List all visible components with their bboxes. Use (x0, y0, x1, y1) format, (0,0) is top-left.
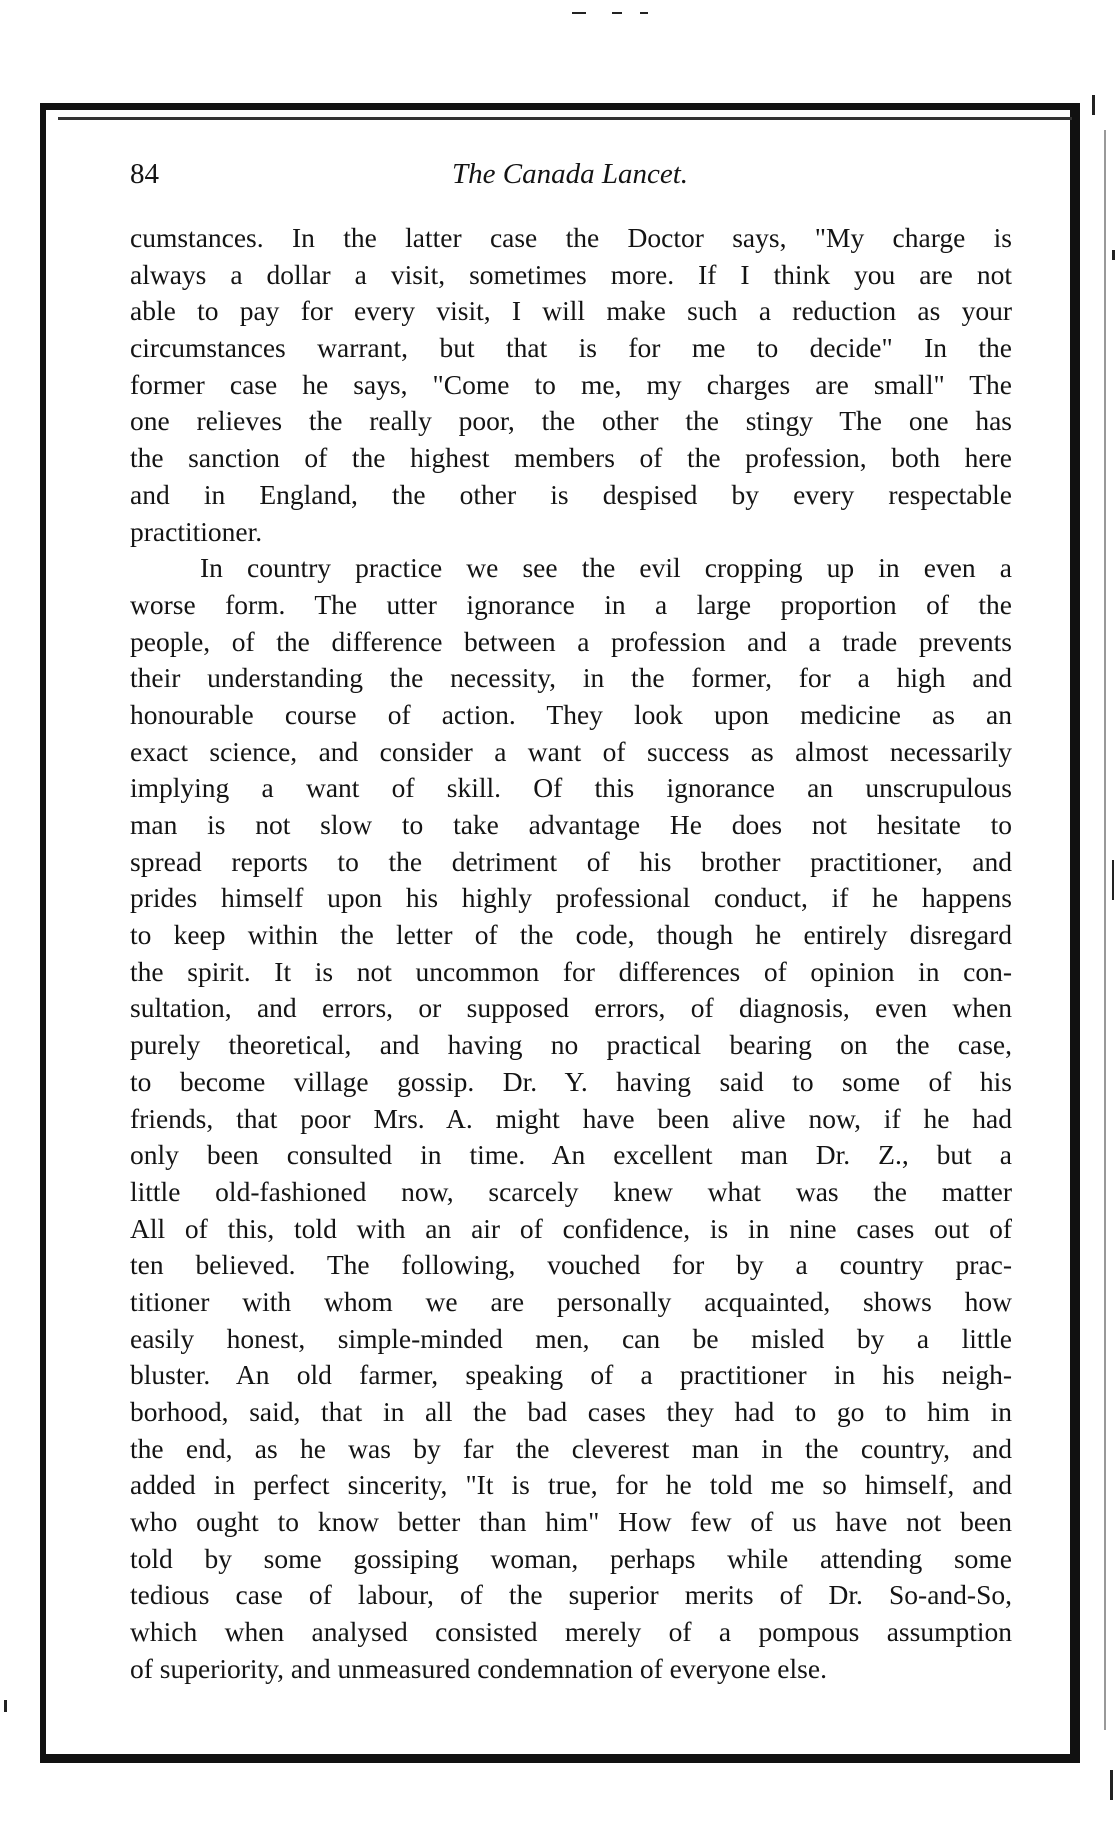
text-line: to become village gossip. Dr. Y. having said to some of his (130, 1065, 1012, 1097)
text-line: worse form. The utter ignorance in a large proportion of the (130, 588, 1012, 620)
text-line: the sanction of the highest members of the profession, both here (130, 442, 1012, 474)
text-line: ten believed. The following, vouched for by a country prac- (130, 1249, 1012, 1281)
text-line: prides himself upon his highly professional conduct, if he happens (130, 882, 1012, 914)
text-line: purely theoretical, and having no practical bearing on the case, (130, 1029, 1012, 1061)
text-line: able to pay for every visit, I will make such a reduction as your (130, 295, 1012, 327)
scan-mark-left-tick (4, 1700, 7, 1712)
page-number: 84 (130, 158, 159, 190)
text-line: which when analysed consisted merely of a pompous assumption (130, 1616, 1012, 1648)
text-line: friends, that poor Mrs. A. might have been alive now, if he had (130, 1102, 1012, 1134)
text-line: always a dollar a visit, sometimes more. If I think you are not (130, 258, 1012, 290)
text-line: In country practice we see the evil cropping up in even a (200, 552, 1012, 584)
journal-title: The Canada Lancet. (451, 158, 689, 190)
text-line: borhood, said, that in all the bad cases they had to go to him in (130, 1396, 1012, 1427)
text-line: spread reports to the detriment of his brother practitioner, and (130, 845, 1012, 877)
text-line: honourable course of action. They look upon medicine as an (130, 698, 1012, 730)
text-line: and in England, the other is despised by every respectable (130, 478, 1012, 510)
text-line: titioner with whom we are personally acquainted, shows how (130, 1285, 1012, 1317)
text-line: to keep within the letter of the code, though he entirely disregard (130, 919, 1012, 951)
scan-mark-right-edge (1104, 130, 1106, 1730)
scan-mark-top-3 (640, 12, 648, 14)
text-line: sultation, and errors, or supposed errors, of diagnosis, even when (130, 992, 1012, 1024)
text-line: cumstances. In the latter case the Doctor says, "My charge is (130, 222, 1012, 253)
running-head (130, 158, 1010, 198)
text-line: one relieves the really poor, the other the stingy The one has (130, 405, 1012, 437)
text-line: man is not slow to take advantage He does not hesitate to (130, 809, 1012, 840)
frame-inner-rule (58, 117, 1072, 120)
scan-mark-right-tick-3 (1110, 1770, 1113, 1800)
text-line: circumstances warrant, but that is for me to decide" In the (130, 332, 1012, 364)
text-line: former case he says, "Come to me, my charges are small" The (130, 368, 1012, 400)
scan-mark-top-1 (572, 12, 586, 14)
scan-mark-top-2 (612, 12, 622, 14)
text-line: easily honest, simple-minded men, can be misled by a little (130, 1322, 1012, 1354)
text-line: people, of the difference between a profession and a trade prevents (130, 625, 1012, 657)
text-line: little old-fashioned now, scarcely knew what was the matter (130, 1175, 1012, 1207)
text-line: All of this, told with an air of confidence, is in nine cases out of (130, 1212, 1012, 1244)
text-line: bluster. An old farmer, speaking of a practitioner in his neigh- (130, 1359, 1012, 1391)
text-line: practitioner. (130, 515, 263, 547)
text-line: the spirit. It is not uncommon for differences of opinion in con- (130, 955, 1012, 987)
text-line: told by some gossiping woman, perhaps while attending some (130, 1542, 1012, 1574)
scan-mark-corner (1092, 95, 1095, 115)
text-line: exact science, and consider a want of success as almost necessarily (130, 735, 1012, 767)
text-line: implying a want of skill. Of this ignorance an unscrupulous (130, 772, 1012, 804)
text-line: the end, as he was by far the cleverest man in the country, and (130, 1432, 1012, 1464)
article-body (130, 220, 1012, 1688)
text-line: who ought to know better than him" How few of us have not been (130, 1506, 1012, 1538)
scan-mark-right-tick-1 (1112, 250, 1115, 260)
text-line: added in perfect sincerity, "It is true, for he told me so himself, and (130, 1469, 1012, 1501)
text-line: tedious case of labour, of the superior merits of Dr. So-and-So, (130, 1579, 1012, 1611)
text-line: only been consulted in time. An excellent man Dr. Z., but a (130, 1139, 1012, 1171)
scan-mark-right-tick-2 (1112, 860, 1114, 900)
text-line: their understanding the necessity, in the former, for a high and (130, 662, 1012, 694)
text-line: of superiority, and unmeasured condemnation of everyone else. (130, 1652, 827, 1684)
